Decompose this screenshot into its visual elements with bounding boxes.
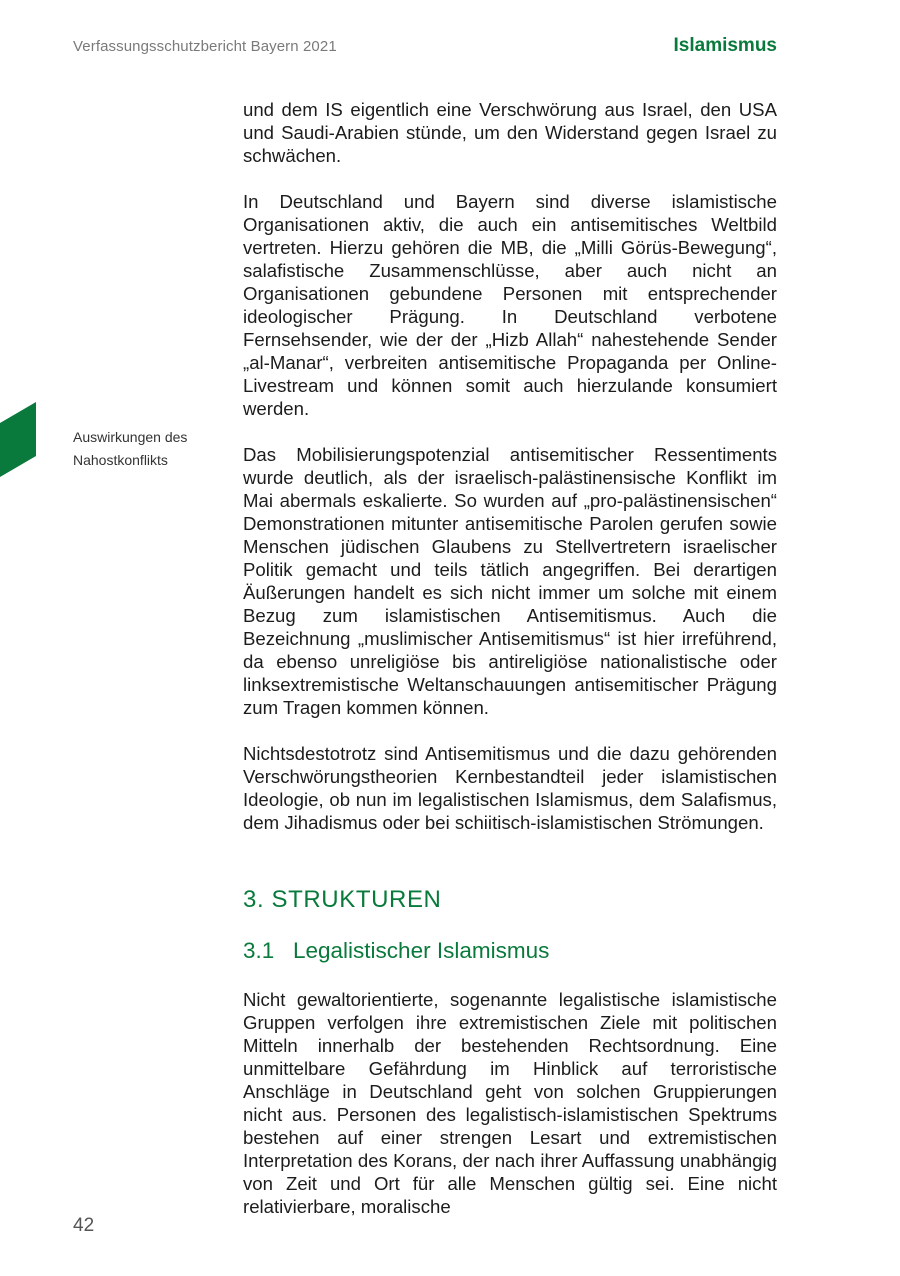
side-note-line: Nahostkonflikts	[73, 452, 168, 468]
section-heading: 3. STRUKTUREN	[243, 886, 442, 913]
section-name: Islamismus	[673, 35, 777, 56]
subsection-title: Legalistischer Islamismus	[293, 938, 550, 963]
body-paragraph: Das Mobilisierungspotenzial antisemitischer Ressentiments wurde deutlich, als der israelisch-palästinensische Konflikt im Mai abermals eskalierte. So wurden auf „pro-palästinensischen“ Demonstrationen mitunter antisemitische Parolen gerufen sowie Menschen jüdischen Glaubens zu Stellvertretern israelischer Politik gemacht und teils tätlich angegriffen. Bei derartigen Äußerungen handelt es sich nicht immer um solche mit einem Bezug zum islamistischen Antisemitismus. Auch die Bezeichnung „muslimischer Antisemitismus“ ist hier irreführend, da ebenso unreligiöse bis antireligiöse nationalistische oder linksextremistische Weltanschauungen antisemitischer Prägung zum Tragen kommen können.	[243, 444, 777, 718]
subsection-number: 3.1	[243, 938, 275, 963]
side-note-line: Auswirkungen des	[73, 429, 188, 445]
report-title: Verfassungsschutzbericht Bayern 2021	[73, 38, 337, 55]
body-paragraph: und dem IS eigentlich eine Verschwörung aus Israel, den USA und Saudi-Arabien stünde, um den Widerstand gegen Israel zu schwächen.	[243, 99, 777, 166]
body-paragraph: Nichtsdestotrotz sind Antisemitismus und die dazu gehörenden Verschwörungstheorien Kernbestandteil jeder islamistischen Ideologie, ob nun im legalistischen Islamismus, dem Salafismus, dem Jihadismus oder bei schiitisch-islamistischen Strömungen.	[243, 743, 777, 833]
subsection-heading	[243, 938, 777, 964]
side-note	[73, 426, 223, 472]
body-paragraph: In Deutschland und Bayern sind diverse islamistische Organisationen aktiv, die auch ein antisemitisches Weltbild vertreten. Hierzu gehören die MB, die „Milli Görüs-Bewegung“, salafistische Zusammenschlüsse, aber auch nicht an Organisationen gebundene Personen mit entsprechender ideologischer Prägung. In Deutschland verbotene Fernsehsender, wie der der „Hizb Allah“ nahestehende Sender „al-Manar“, verbreiten antisemitische Propaganda per Online-Livestream und können somit auch hierzulande konsumiert werden.	[243, 191, 777, 419]
main-content	[243, 98, 777, 1218]
page-number: 42	[73, 1215, 95, 1236]
margin-marker	[0, 402, 36, 477]
body-paragraph: Nicht gewaltorientierte, sogenannte legalistische islamistische Gruppen verfolgen ihre extremistischen Ziele mit politischen Mitteln innerhalb der bestehenden Rechtsordnung. Eine unmittelbare Gefährdung im Hinblick auf terroristische Anschläge in Deutschland geht von solchen Gruppierungen nicht aus. Personen des legalistisch-islamistischen Spektrums bestehen auf einer strengen Lesart und extremistischen Interpretation des Korans, der nach ihrer Auffassung unabhängig von Zeit und Ort für alle Menschen gültig sei. Eine nicht relativierbare, moralische	[243, 989, 777, 1217]
